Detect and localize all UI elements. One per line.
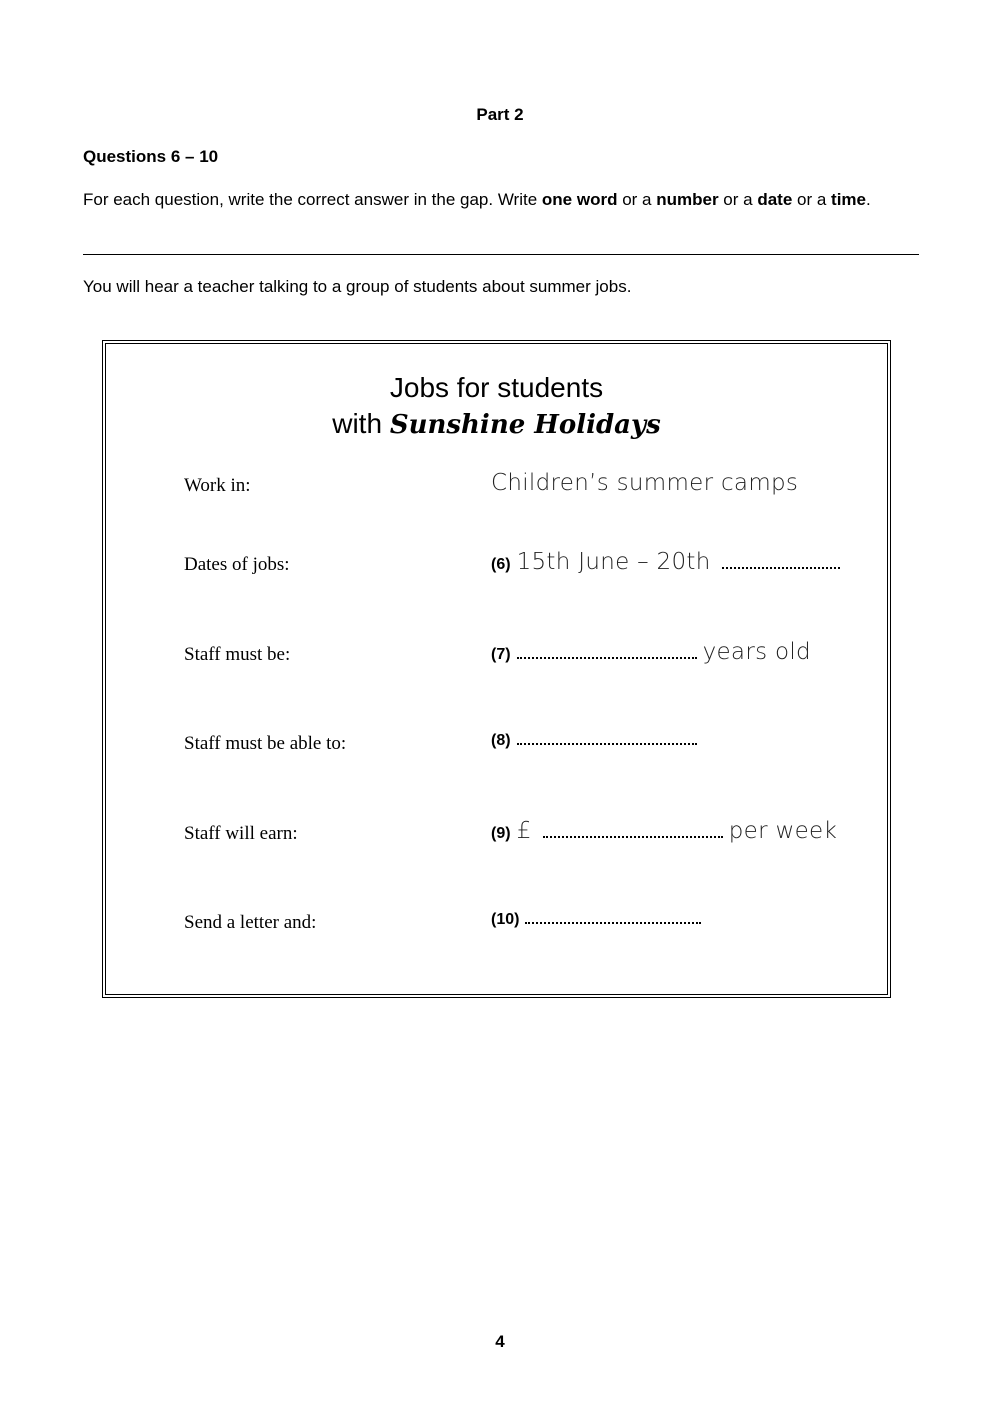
brand-name: Sunshine Holidays <box>389 410 661 440</box>
page-number: 4 <box>495 1332 505 1351</box>
question-number-10: (10) <box>491 911 520 928</box>
question-number-6: (6) <box>491 556 511 573</box>
row-label-work-in: Work in: <box>184 475 251 496</box>
instructions-or-3: or a <box>792 190 832 209</box>
answer-gap-9[interactable] <box>543 835 723 838</box>
instructions-time: time <box>831 190 866 209</box>
row-value-send-letter <box>491 908 701 930</box>
instructions-one-word: one word <box>541 190 618 209</box>
questions-title: Questions 6 – 10 <box>83 147 219 166</box>
question-number-8: (8) <box>491 732 511 749</box>
row-value-dates <box>491 549 840 575</box>
form-title-line1: Jobs for students <box>389 372 604 403</box>
instructions-or-1: or a <box>617 190 657 209</box>
earn-suffix: per week <box>728 818 838 844</box>
answer-gap-6[interactable] <box>722 566 840 569</box>
row-value-staff-earn <box>491 818 837 844</box>
part-title: Part 2 <box>476 105 524 124</box>
answer-gap-8[interactable] <box>517 742 697 745</box>
instructions-lead: For each question, write the correct answer in the gap. Write <box>83 190 542 209</box>
row-label-send-letter: Send a letter and: <box>184 912 317 933</box>
instructions-or-2: or a <box>718 190 758 209</box>
answer-gap-7[interactable] <box>517 656 697 659</box>
question-number-9: (9) <box>491 825 511 842</box>
question-number-7: (7) <box>491 646 511 663</box>
instructions-date: date <box>757 190 793 209</box>
row-value-work-in <box>491 470 798 496</box>
row-value-staff-ability <box>491 729 697 751</box>
row-label-dates: Dates of jobs: <box>184 554 290 575</box>
form-title <box>106 370 887 443</box>
instructions-end: . <box>866 190 871 209</box>
row-value-staff-age <box>491 639 811 665</box>
divider <box>83 254 919 255</box>
notes-form <box>105 343 888 995</box>
form-title-line2 <box>106 406 887 443</box>
row-label-staff-age: Staff must be: <box>184 644 291 665</box>
listening-context: You will hear a teacher talking to a group of students about summer jobs. <box>83 277 632 296</box>
pound-sign: £ <box>516 818 532 844</box>
form-title-with: with <box>332 408 390 439</box>
dates-prefix: 15th June – 20th <box>516 549 711 575</box>
instructions-number: number <box>656 190 719 209</box>
answer-gap-10[interactable] <box>525 921 701 924</box>
answer-example: Children’s summer camps <box>491 470 799 496</box>
instructions <box>83 189 923 211</box>
row-label-staff-ability: Staff must be able to: <box>184 733 347 754</box>
age-suffix: years old <box>702 639 811 665</box>
row-label-staff-earn: Staff will earn: <box>184 823 298 844</box>
